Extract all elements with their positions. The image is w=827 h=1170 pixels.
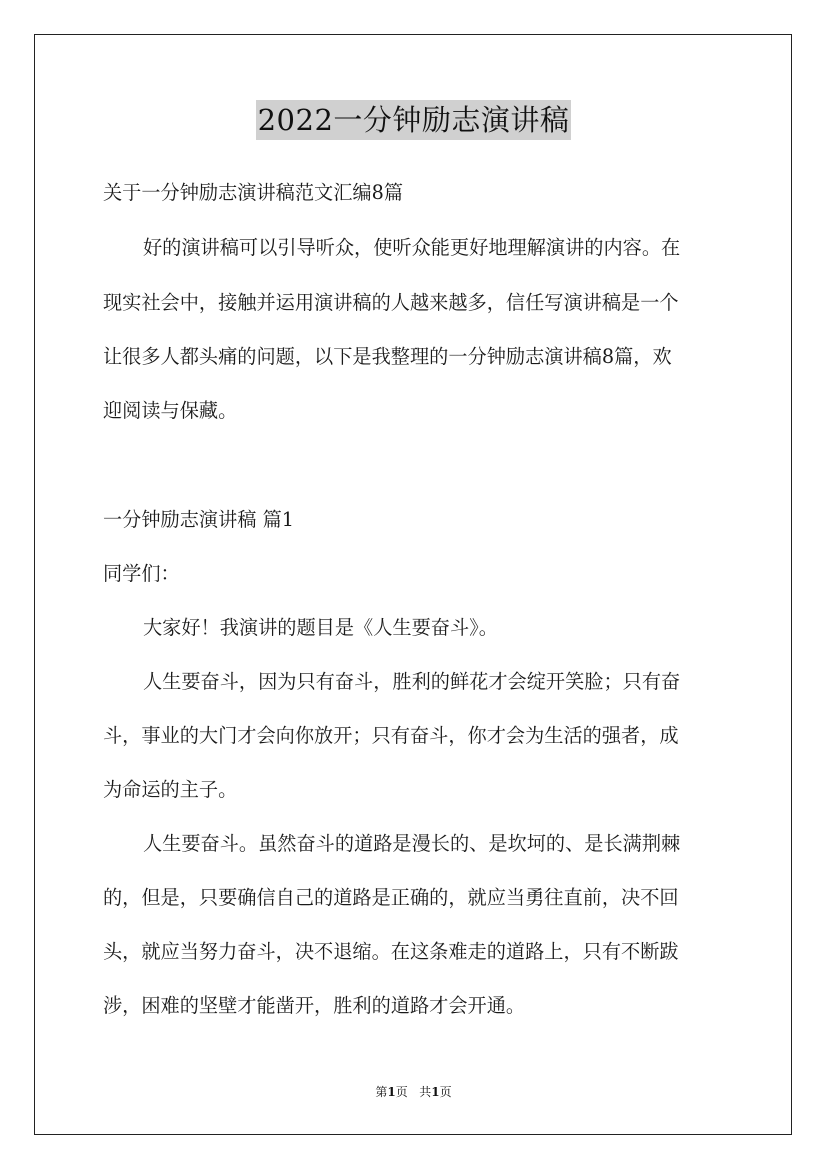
intro-line-4: 迎阅读与保藏。 — [103, 399, 238, 422]
paragraph1-line-2: 斗，事业的大门才会向你放开；只有奋斗，你才会为生活的强者，成 — [103, 724, 679, 747]
intro-line-1: 好的演讲稿可以引导听众，使听众能更好地理解演讲的内容。在 — [143, 236, 681, 259]
document-title: 2022一分钟励志演讲稿 — [256, 100, 572, 140]
intro-line-3: 让很多人都头痛的问题，以下是我整理的一分钟励志演讲稿8篇，欢 — [103, 345, 672, 368]
footer-page-prefix: 第 — [375, 1085, 388, 1099]
title-container — [0, 100, 827, 140]
page-footer — [0, 1084, 827, 1100]
paragraph1-line-3: 为命运的主子。 — [103, 778, 238, 801]
section-heading: 一分钟励志演讲稿 篇1 — [103, 508, 294, 531]
paragraph2-line-1: 人生要奋斗。虽然奋斗的道路是漫长的、是坎坷的、是长满荆棘 — [143, 832, 681, 855]
salutation: 同学们： — [103, 562, 180, 585]
paragraph2-line-4: 涉，困难的坚壁才能凿开，胜利的道路才会开通。 — [103, 994, 526, 1017]
footer-page-suffix: 页 — [439, 1085, 452, 1099]
document-subtitle: 关于一分钟励志演讲稿范文汇编8篇 — [103, 181, 404, 204]
paragraph1-line-1: 人生要奋斗，因为只有奋斗，胜利的鲜花才会绽开笑脸；只有奋 — [143, 670, 681, 693]
paragraph2-line-3: 头，就应当努力奋斗，决不退缩。在这条难走的道路上，只有不断跋 — [103, 940, 679, 963]
intro-line-2: 现实社会中，接触并运用演讲稿的人越来越多，信任写演讲稿是一个 — [103, 291, 679, 314]
greeting-line: 大家好！我演讲的题目是《人生要奋斗》。 — [143, 616, 498, 639]
footer-total-pages: 1 — [431, 1085, 440, 1099]
footer-page-mid: 页 共 — [395, 1085, 432, 1099]
paragraph2-line-2: 的，但是，只要确信自己的道路是正确的，就应当勇往直前，决不回 — [103, 886, 679, 909]
footer-page-number: 1 — [387, 1085, 396, 1099]
